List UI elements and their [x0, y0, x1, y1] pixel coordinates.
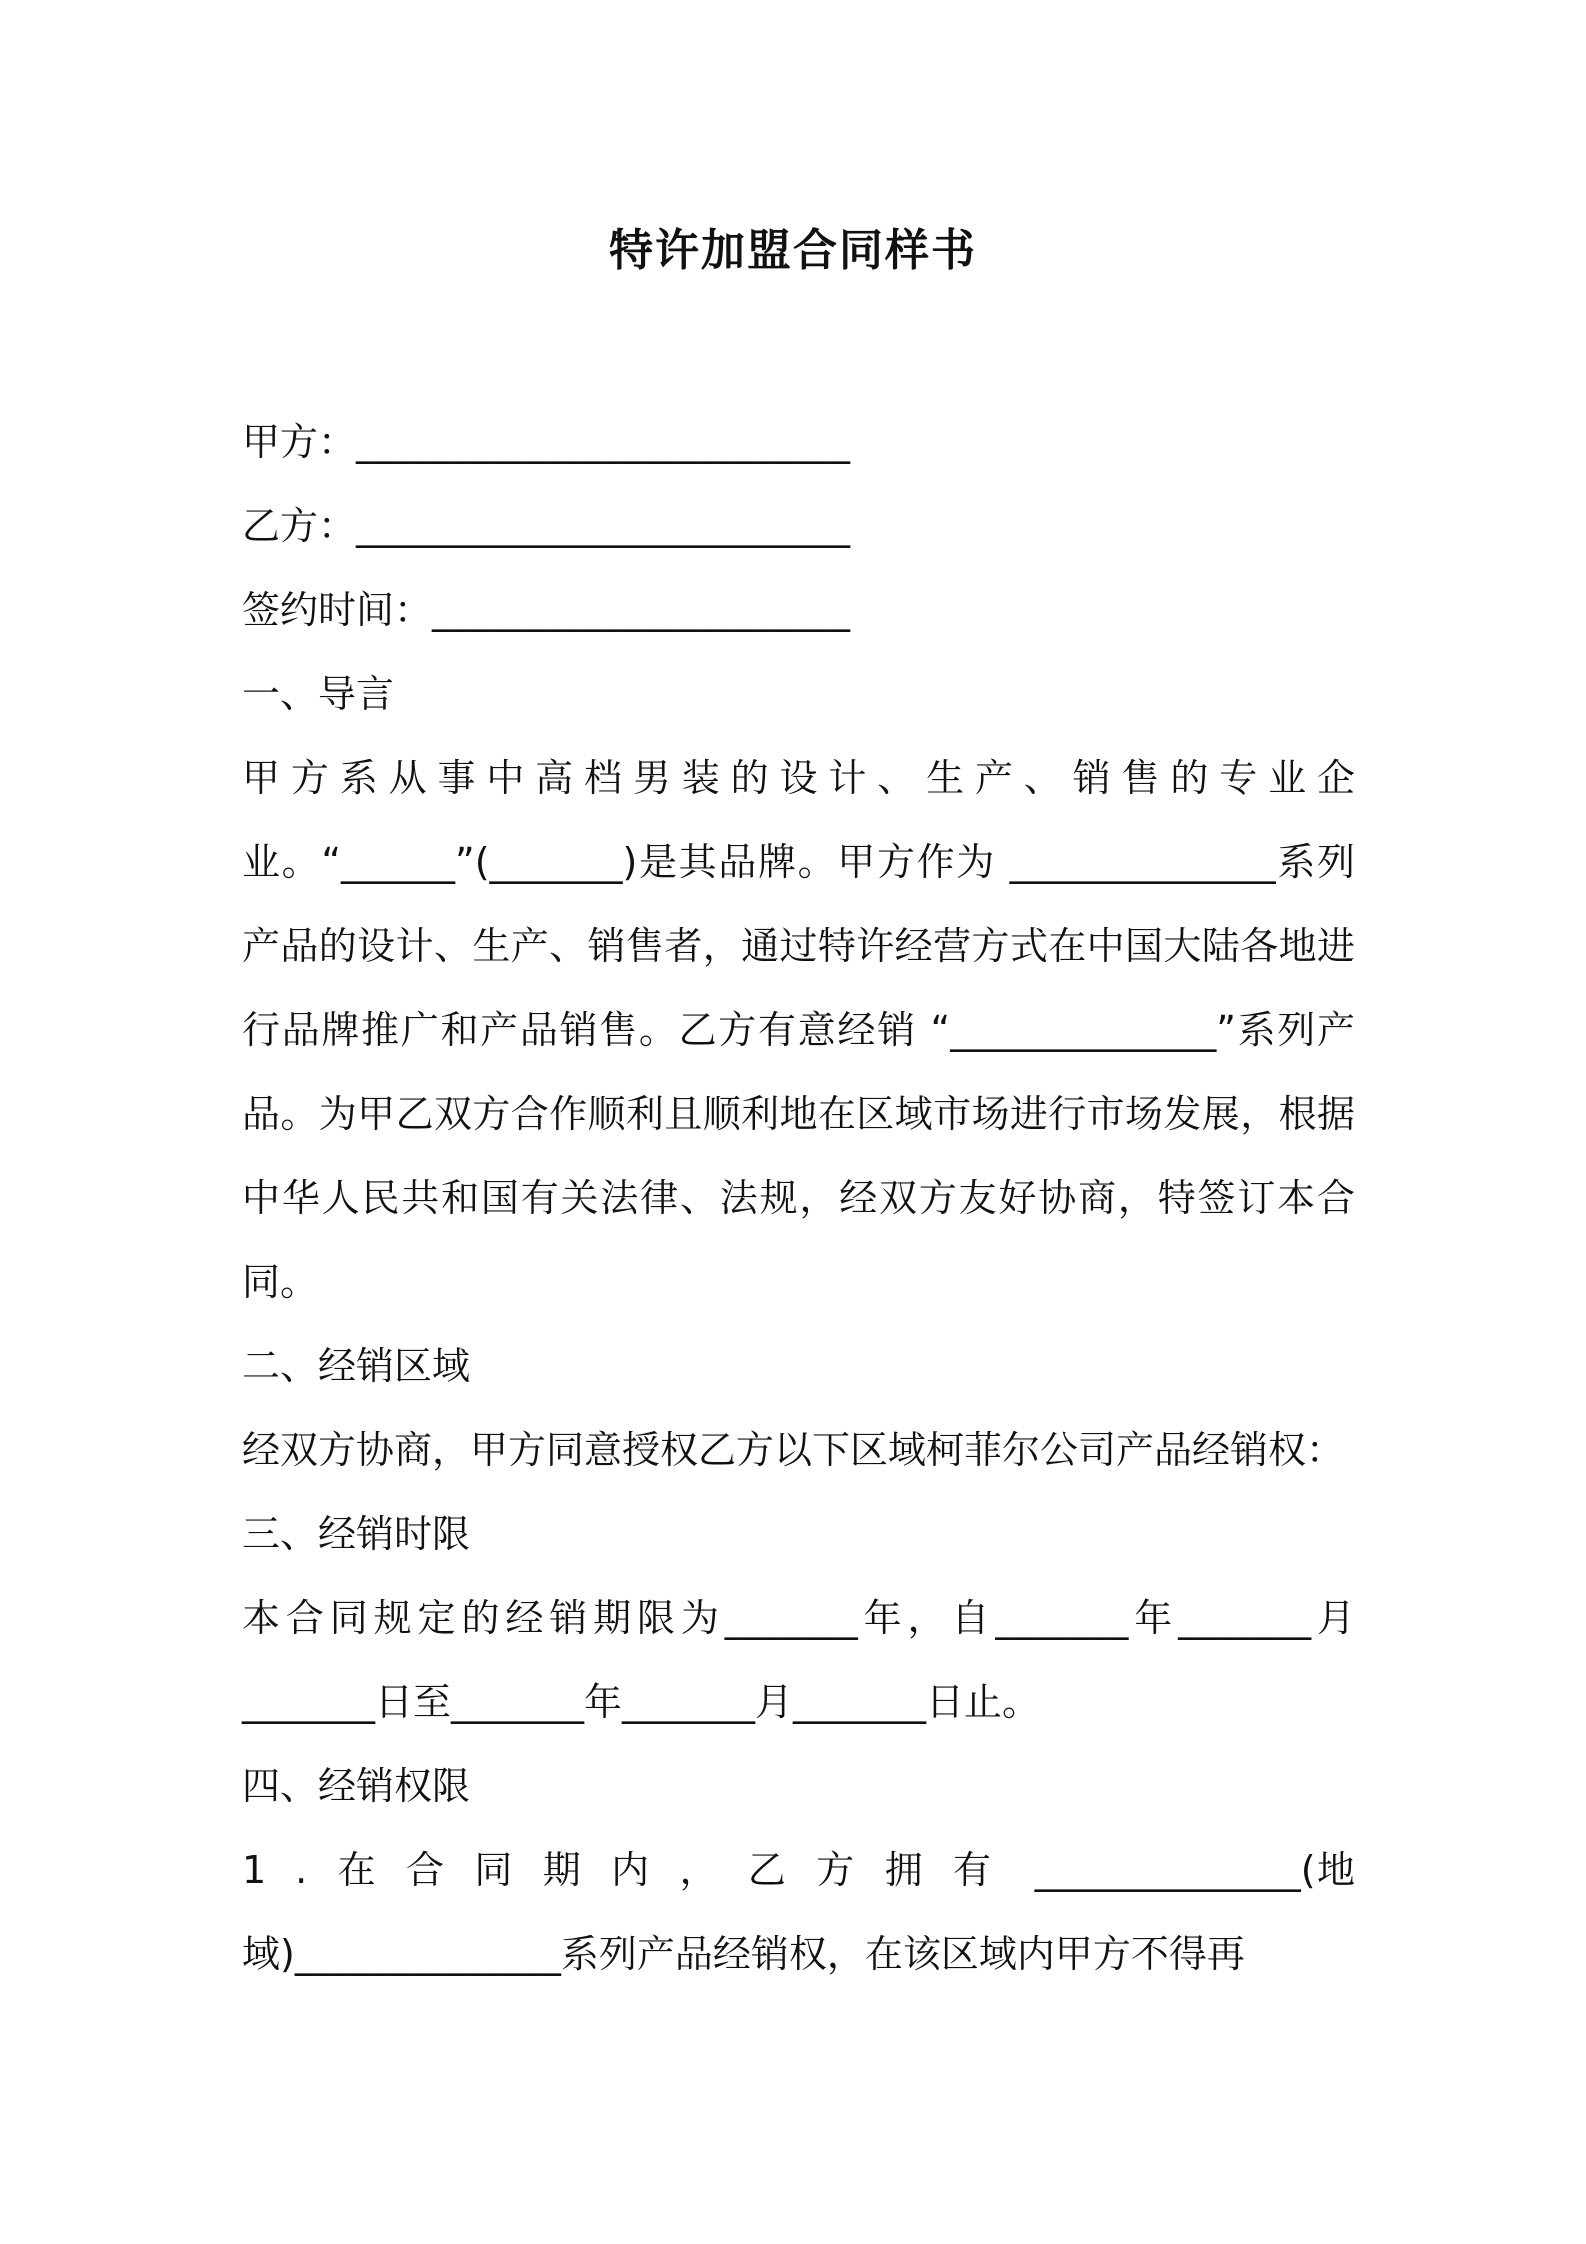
sign-date-field: 签约时间：______________________ — [242, 588, 851, 632]
clause-1-spaced-lead: 1.在合同期内，乙方拥有 — [242, 1848, 1022, 1892]
rights-clause-1 — [242, 1828, 1355, 1996]
term-paragraph: 本合同规定的经销期限为_______年，自_______年_______月_______日至_______年_______月_______日止。 — [242, 1596, 1355, 1724]
party-a-field: 甲方：__________________________ — [242, 420, 851, 464]
intro-paragraph: 甲方系从事中高档男装的设计、生产、销售的专业企业。“______”(_______)是其品牌。甲方作为 ______________系列产品的设计、生产、销售者，通过特许经营方式在中国大陆各地进行品牌推广和产品销售。乙方有意经销 “______________”系列产品。为甲乙双方合作顺利且顺利地在区域市场进行市场发展，根据中华人民共和国有关法律、法规，经双方友好协商，特签订本合同。 — [242, 756, 1355, 1304]
section-heading-intro: 一、导言 — [242, 672, 395, 716]
clause-1-rest: ______________(地域)______________系列产品经销权，在该区域内甲方不得再 — [242, 1848, 1355, 1976]
section-heading-term: 三、经销时限 — [242, 1512, 471, 1556]
section-heading-rights: 四、经销权限 — [242, 1764, 471, 1808]
document-body — [242, 400, 1355, 1996]
region-paragraph: 经双方协商，甲方同意授权乙方以下区域柯菲尔公司产品经销权： — [242, 1428, 1345, 1472]
party-b-field: 乙方：__________________________ — [242, 504, 851, 548]
section-heading-region: 二、经销区域 — [242, 1344, 471, 1388]
document-title: 特许加盟合同样书 — [609, 225, 977, 276]
